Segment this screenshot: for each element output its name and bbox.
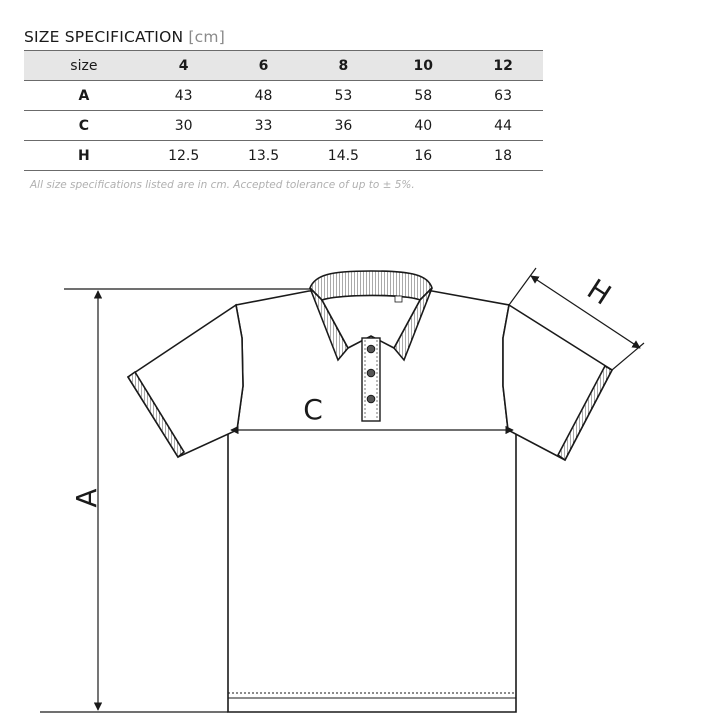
right-sleeve — [503, 305, 612, 460]
table-cell: 40 — [383, 111, 463, 141]
button-icon — [367, 395, 375, 403]
table-cell: 13.5 — [224, 141, 304, 171]
table-cell: 30 — [144, 111, 224, 141]
dimension-h-label: H — [581, 272, 617, 312]
table-cell: 53 — [303, 81, 383, 111]
row-label: A — [24, 81, 144, 111]
table-cell: 18 — [463, 141, 543, 171]
button-icon — [367, 369, 375, 377]
table-cell: 14.5 — [303, 141, 383, 171]
header-cell: 12 — [463, 51, 543, 81]
table-cell: 16 — [383, 141, 463, 171]
header-cell-size: size — [24, 51, 144, 81]
tolerance-note: All size specifications listed are in cm. Accepted tolerance of up to ± 5%. — [30, 179, 415, 191]
header-cell: 10 — [383, 51, 463, 81]
table-cell: 43 — [144, 81, 224, 111]
table-cell: 33 — [224, 111, 304, 141]
header-cell: 6 — [224, 51, 304, 81]
row-label: H — [24, 141, 144, 171]
table-cell: 44 — [463, 111, 543, 141]
left-sleeve — [128, 305, 243, 457]
header-cell: 8 — [303, 51, 383, 81]
header-cell: 4 — [144, 51, 224, 81]
row-label: C — [24, 111, 144, 141]
table-cell: 12.5 — [144, 141, 224, 171]
placket — [362, 338, 380, 421]
table-cell: 36 — [303, 111, 383, 141]
table-cell: 48 — [224, 81, 304, 111]
dimension-c-label: C — [303, 393, 323, 426]
button-icon — [367, 345, 375, 353]
table-cell: 63 — [463, 81, 543, 111]
spec-title-text: SIZE SPECIFICATION — [24, 28, 184, 46]
table-cell: 58 — [383, 81, 463, 111]
dimension-a-label: A — [70, 488, 103, 508]
spec-title-unit: [cm] — [188, 28, 225, 46]
